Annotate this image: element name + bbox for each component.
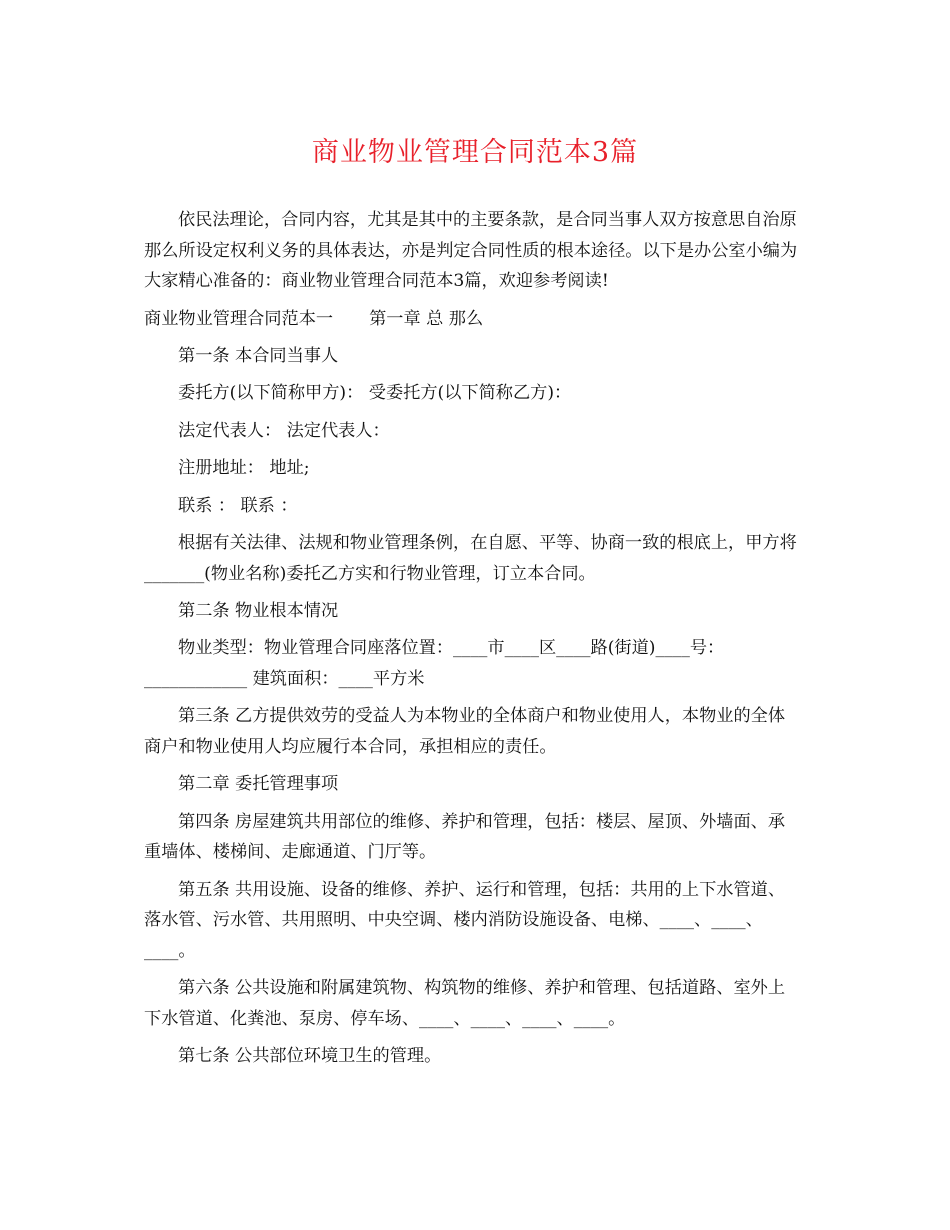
property-type-paragraph: 物业类型：物业管理合同座落位置：____市____区____路(街道)____号：____________ 建筑面积：____平方米 <box>144 638 725 689</box>
intro-paragraph: 依民法理论，合同内容，尤其是其中的主要条款，是合同当事人双方按意思自治原那么所设定权利义务的具体表达，亦是判定合同性质的根本途径。以下是办公室小编为大家精心准备的：商业物业管理合同范本3篇，欢迎参考阅读! <box>144 210 798 292</box>
article-6: 第六条 公共设施和附属建筑物、构筑物的维修、养护和管理、包括道路、室外上下水管道、化粪池、泵房、停车场、____、____、____、____。 <box>144 978 786 1029</box>
article-2: 第二条 物业根本情况 <box>178 600 339 621</box>
principal-line: 委托方(以下简称甲方)： 受委托方(以下简称乙方)： <box>178 383 572 404</box>
address-line: 注册地址： 地址; <box>178 458 310 479</box>
chapter-one-heading: 第一章 总 那么 <box>369 308 484 329</box>
article-5: 第五条 共用设施、设备的维修、养护、运行和管理，包括：共用的上下水管道、落水管、污水管、共用照明、中央空调、楼内消防设施设备、电梯、____、____、____。 <box>144 879 786 961</box>
basis-paragraph: 根据有关法律、法规和物业管理条例，在自愿、平等、协商一致的根底上，甲方将_______(物业名称)委托乙方实和行物业管理，订立本合同。 <box>144 532 797 584</box>
article-3: 第三条 乙方提供效劳的受益人为本物业的全体商户和物业使用人，本物业的全体商户和物业使用人均应履行本合同，承担相应的责任。 <box>144 706 786 757</box>
legal-rep-line: 法定代表人： 法定代表人： <box>178 420 390 441</box>
article-1: 第一条 本合同当事人 <box>178 345 339 366</box>
section-heading-line <box>144 304 800 335</box>
contact-line: 联系 ： 联系 ： <box>178 495 298 516</box>
article-7: 第七条 公共部位环境卫生的管理。 <box>178 1046 442 1067</box>
page-title: 商业物业管理合同范本3篇 <box>311 137 639 168</box>
section-label: 商业物业管理合同范本一 <box>144 308 334 329</box>
chapter-two-heading: 第二章 委托管理事项 <box>178 774 339 795</box>
document-body <box>144 205 800 1079</box>
article-4: 第四条 房屋建筑共用部位的维修、养护和管理，包括：楼层、屋顶、外墙面、承重墙体、楼梯间、走廊通道、门厅等。 <box>144 811 786 863</box>
